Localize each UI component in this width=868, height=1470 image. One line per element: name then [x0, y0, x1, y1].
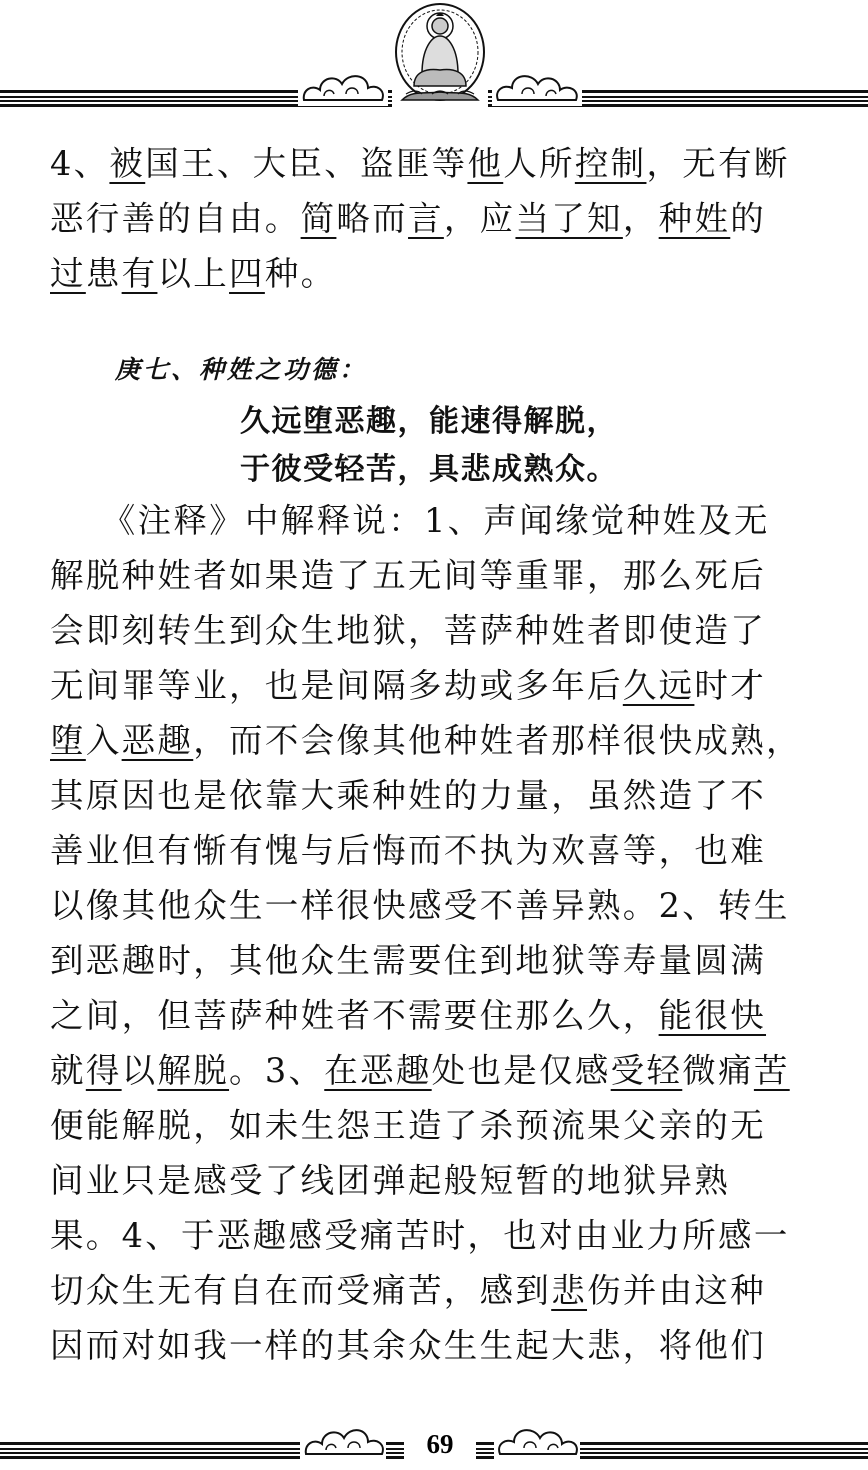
text-segment: 果。4、于恶趣感受痛苦时，也对由业力所感一	[50, 1216, 790, 1255]
cloud-ornament-icon	[492, 66, 582, 106]
text-segment: 。3、	[229, 1051, 325, 1090]
text-segment: 恶行善的自由。	[50, 199, 301, 238]
text-segment: 伤并由这种	[587, 1271, 767, 1310]
page-number: 69	[404, 1428, 476, 1460]
text-line	[50, 136, 840, 191]
text-line	[50, 933, 840, 988]
text-line	[50, 1153, 840, 1208]
underlined-text: 堕	[50, 721, 86, 760]
text-segment: 微痛	[682, 1051, 754, 1090]
intro-paragraph	[50, 136, 840, 301]
text-line	[50, 1098, 840, 1153]
text-segment: 入	[85, 721, 122, 760]
text-line	[50, 713, 840, 768]
text-segment: 善业但有惭有愧与后悔而不执为欢喜等，也难	[50, 831, 766, 870]
underlined-text: 能很快	[658, 996, 767, 1035]
text-segment: 人所	[503, 144, 575, 183]
text-line	[50, 1043, 840, 1098]
text-segment: 其原因也是依靠大乘种姓的力量，虽然造了不	[50, 776, 766, 815]
text-segment: 以上	[157, 254, 230, 293]
underlined-text: 言	[408, 199, 444, 238]
underlined-text: 过	[50, 254, 86, 293]
text-line	[50, 1318, 840, 1373]
text-segment: 切众生无有自在而受痛苦，感到	[50, 1271, 552, 1310]
verse-line: 于彼受轻苦，具悲成熟众。	[240, 452, 618, 487]
cloud-ornament-icon	[494, 1422, 580, 1460]
text-segment: ，而不会像其他种姓者那样很快成熟，	[193, 721, 802, 760]
text-line	[50, 548, 840, 603]
text-segment: 便能解脱，如未生怨王造了杀预流果父亲的无	[50, 1106, 766, 1145]
underlined-text: 受轻	[610, 1051, 683, 1090]
text-line	[50, 823, 840, 878]
text-segment: 间业只是感受了线团弹起般短暂的地狱异熟	[50, 1161, 731, 1200]
text-segment: 无间罪等业，也是间隔多劫或多年后	[50, 666, 623, 705]
text-line	[50, 878, 840, 933]
underlined-text: 恶趣	[121, 721, 194, 760]
cloud-ornament-icon	[300, 1422, 386, 1460]
underlined-text: 当了知	[515, 199, 623, 238]
text-segment: 略而	[336, 199, 409, 238]
underlined-text: 简	[300, 199, 337, 238]
text-line	[50, 988, 840, 1043]
underlined-text: 控制	[574, 144, 647, 183]
text-segment: 解脱种姓者如果造了五无间等重罪，那么死后	[50, 556, 766, 595]
underlined-text: 得	[85, 1051, 122, 1090]
text-segment: 国王、大臣、盗匪等	[145, 144, 468, 183]
section-heading: 庚七、种姓之功德：	[115, 355, 368, 384]
verse-line: 久远堕恶趣，能速得解脱，	[240, 404, 618, 439]
cloud-ornament-icon	[298, 66, 388, 106]
text-segment: 《注释》中解释说：1、声闻缘觉种姓及无	[50, 501, 770, 540]
text-segment: 因而对如我一样的其余众生生起大悲，将他们	[50, 1326, 766, 1365]
text-segment: 的	[730, 199, 767, 238]
underlined-text: 他	[467, 144, 504, 183]
underlined-text: 四	[229, 254, 265, 293]
underlined-text: 在恶趣	[324, 1051, 432, 1090]
text-line	[50, 493, 840, 548]
text-segment: 种。	[264, 254, 337, 293]
text-segment: 之间，但菩萨种姓者不需要住那么久，	[50, 996, 659, 1035]
commentary-paragraph	[50, 493, 840, 1373]
text-segment: 处也是仅感	[431, 1051, 611, 1090]
text-segment: ，无有断	[646, 144, 790, 183]
text-segment: 到恶趣时，其他众生需要住到地狱等寿量圆满	[50, 941, 766, 980]
text-line	[50, 191, 840, 246]
text-segment: ，应	[443, 199, 516, 238]
underlined-text: 被	[109, 144, 146, 183]
underlined-text: 悲	[551, 1271, 588, 1310]
text-line	[50, 658, 840, 713]
underlined-text: 久远	[622, 666, 695, 705]
text-line	[50, 768, 840, 823]
text-segment: 以	[121, 1051, 158, 1090]
text-segment: 就	[50, 1051, 86, 1090]
text-segment: 时才	[694, 666, 767, 705]
text-line	[50, 603, 840, 658]
text-line	[50, 246, 840, 301]
text-segment: 会即刻转生到众生地狱，菩萨种姓者即使造了	[50, 611, 766, 650]
text-line	[50, 1208, 840, 1263]
text-segment: ，	[622, 199, 659, 238]
text-segment: 以像其他众生一样很快感受不善异熟。2、转生	[50, 886, 790, 925]
text-segment: 4、	[50, 144, 110, 183]
underlined-text: 种姓	[658, 199, 731, 238]
text-line	[50, 1263, 840, 1318]
seated-buddha-icon	[392, 2, 488, 110]
underlined-text: 解脱	[157, 1051, 230, 1090]
text-segment: 患	[85, 254, 122, 293]
underlined-text: 有	[121, 254, 158, 293]
underlined-text: 苦	[753, 1051, 790, 1090]
